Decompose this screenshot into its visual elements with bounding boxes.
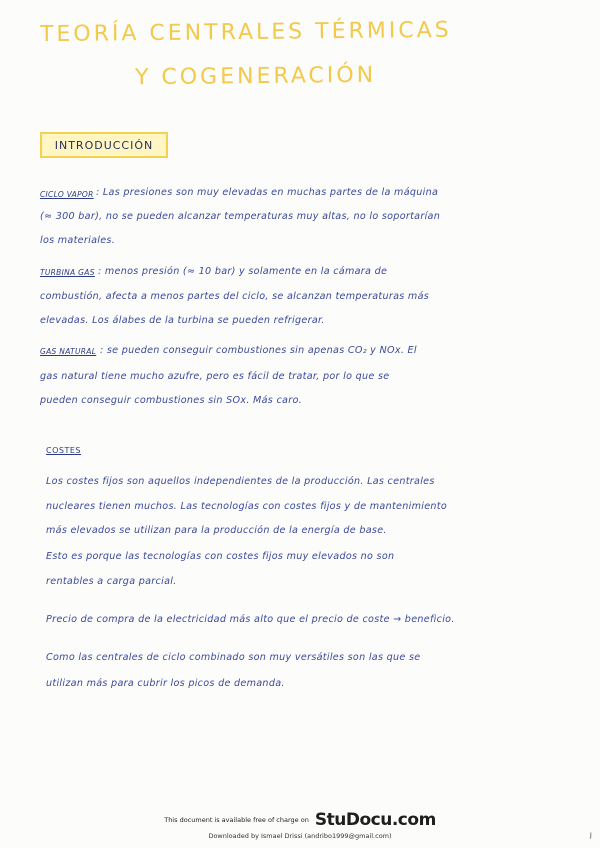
costes-line-1: Los costes fijos son aquellos independientes de la producción. Las centrales xyxy=(46,476,435,487)
ciclo-line-1: : Las presiones son muy elevadas en muchas partes de la máquina xyxy=(96,187,439,198)
intro-heading: INTRODUCCIÓN xyxy=(54,138,154,152)
turbina-line-3: elevadas. Los álabes de la turbina se pueden refrigerar. xyxy=(40,315,325,326)
ciclo-combinado-line-1: Como las centrales de ciclo combinado son muy versátiles son las que se xyxy=(46,652,421,663)
title-line-2: Y COGENERACIÓN xyxy=(134,62,377,91)
turbina-line-1: : menos presión (≈ 10 bar) y solamente en la cámara de xyxy=(98,266,388,277)
ciclo-line-3: los materiales. xyxy=(40,235,116,246)
costes-line-2: nucleares tienen muchos. Las tecnologías con costes fijos y de mantenimiento xyxy=(46,501,448,512)
gas-natural-label: GAS NATURAL xyxy=(40,347,97,356)
costes-line-3: más elevados se utilizan para la producción de la energía de base. xyxy=(46,525,387,536)
gas-line-1: : se pueden conseguir combustiones sin apenas CO₂ y NOx. El xyxy=(100,345,417,356)
gas-line-2: gas natural tiene mucho azufre, pero es fácil de tratar, por lo que se xyxy=(40,371,390,382)
ciclo-vapor-label: CICLO VAPOR xyxy=(40,190,94,199)
corner-mark: J xyxy=(590,832,592,839)
title-line-1: TEORÍA CENTRALES TÉRMICAS xyxy=(39,17,452,48)
costes-line-5: rentables a carga parcial. xyxy=(46,576,177,587)
ciclo-combinado-line-2: utilizan más para cubrir los picos de demanda. xyxy=(46,678,285,689)
intro-heading-box xyxy=(40,132,168,158)
footer-available xyxy=(0,810,600,830)
turbina-gas-label: TURBINA GAS xyxy=(40,268,95,277)
footer-available-text: This document is available free of charge on xyxy=(164,816,309,824)
turbina-line-2: combustión, afecta a menos partes del ciclo, se alcanzan temperaturas más xyxy=(40,291,430,302)
gas-line-3: pueden conseguir combustiones sin SOx. Más caro. xyxy=(40,395,302,406)
costes-heading: COSTES xyxy=(46,446,81,455)
footer-downloaded: Downloaded by Ismael Drissi (andribo1999@gmail.com) xyxy=(208,832,392,840)
costes-line-4: Esto es porque las tecnologías con costes fijos muy elevados no son xyxy=(46,551,395,562)
studocu-logo[interactable]: StuDocu.com xyxy=(314,810,436,830)
precio-line: Precio de compra de la electricidad más alto que el precio de coste → beneficio. xyxy=(46,614,455,625)
ciclo-line-2: (≈ 300 bar), no se pueden alcanzar temperaturas muy altas, no lo soportarían xyxy=(40,211,441,222)
